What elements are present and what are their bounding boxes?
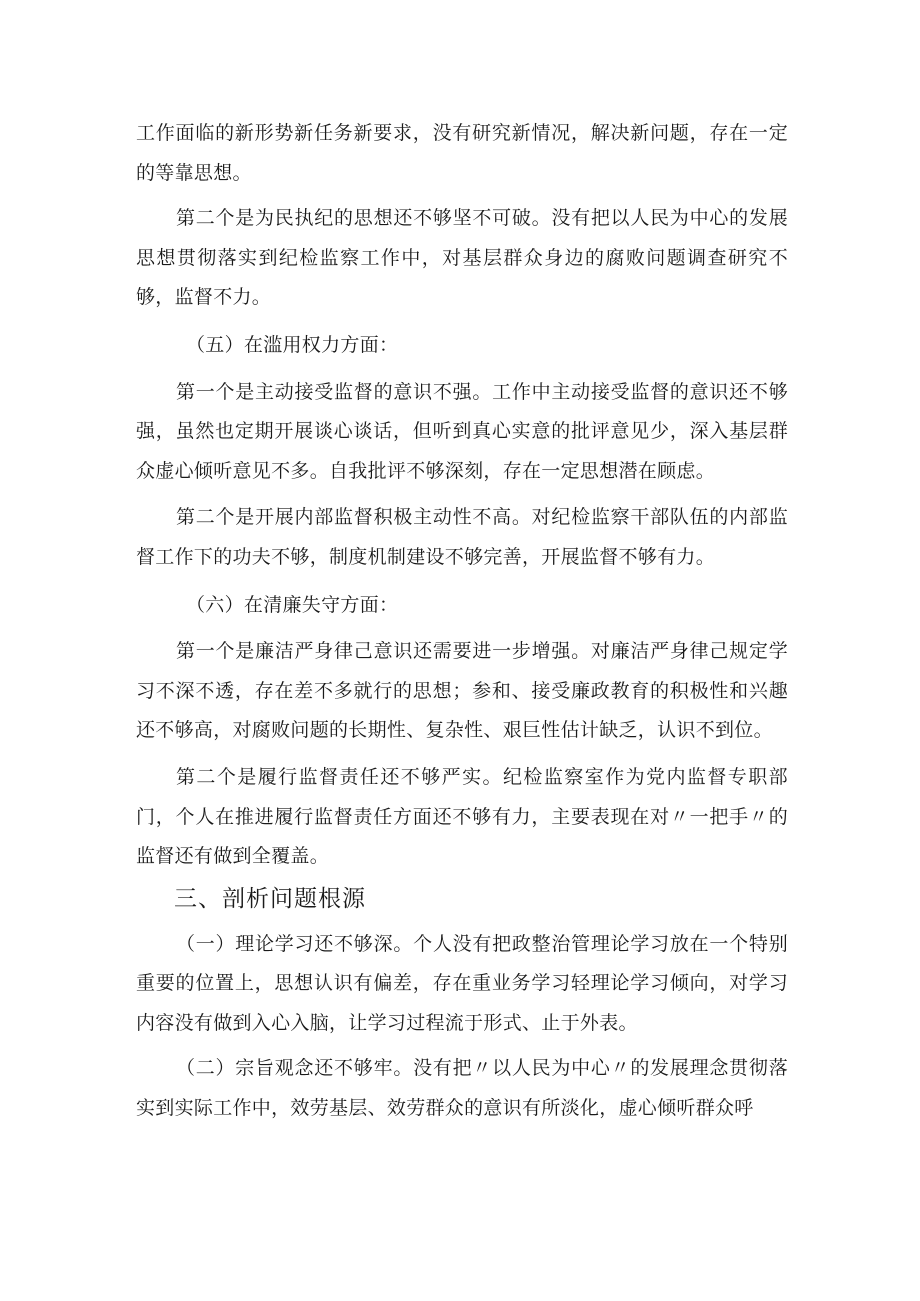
paragraph-self-discipline: 第一个是廉洁严身律己意识还需要进一步增强。对廉洁严身律己规定学习不深不透，存在差不多就行的思想；参和、接受廉政教育的积极性和兴趣还不够高，对腐败问题的长期性、复杂性、艰巨性估计缺乏，认识不到位。 xyxy=(136,640,788,742)
section-heading-root-causes: 三、剖析问题根源 xyxy=(174,885,366,912)
subheading-integrity: （六）在清廉失守方面： xyxy=(186,593,399,616)
subheading-abuse-of-power: （五）在滥用权力方面： xyxy=(186,333,399,356)
paragraph-supervision-duty: 第二个是履行监督责任还不够严实。纪检监察室作为党内监督专职部门，个人在推进履行监督责任方面还不够有力，主要表现在对〃一把手〃的监督还有做到全覆盖。 xyxy=(136,765,788,868)
paragraph-continuation: 工作面临的新形势新任务新要求，没有研究新情况，解决新问题，存在一定的等靠思想。 xyxy=(136,122,788,184)
document-body xyxy=(136,114,788,1129)
paragraph-theory-study: （一）理论学习还不够深。个人没有把政整治管理论学习放在一个特别重要的位置上，思想认识有偏差，存在重业务学习轻理论学习倾向，对学习内容没有做到入心入脑，让学习过程流于形式、止于外表。 xyxy=(136,932,788,1034)
paragraph-accept-supervision: 第一个是主动接受监督的意识不强。工作中主动接受监督的意识还不够强，虽然也定期开展谈心谈话，但听到真心实意的批评意见少，深入基层群众虚心倾听意见不多。自我批评不够深刻，存在一定思想潜在顾虑。 xyxy=(136,380,788,482)
paragraph-people-oriented: 第二个是为民执纪的思想还不够坚不可破。没有把以人民为中心的发展思想贯彻落实到纪检监察工作中，对基层群众身边的腐败问题调查研究不够，监督不力。 xyxy=(136,207,788,309)
paragraph-purpose-concept: （二）宗旨观念还不够牢。没有把〃以人民为中心〃的发展理念贯彻落实到实际工作中，效劳基层、效劳群众的意识有所淡化，虚心倾听群众呼 xyxy=(136,1057,788,1120)
paragraph-internal-supervision: 第二个是开展内部监督积极主动性不高。对纪检监察干部队伍的内部监督工作下的功夫不够，制度机制建设不够完善，开展监督不够有力。 xyxy=(136,506,788,568)
